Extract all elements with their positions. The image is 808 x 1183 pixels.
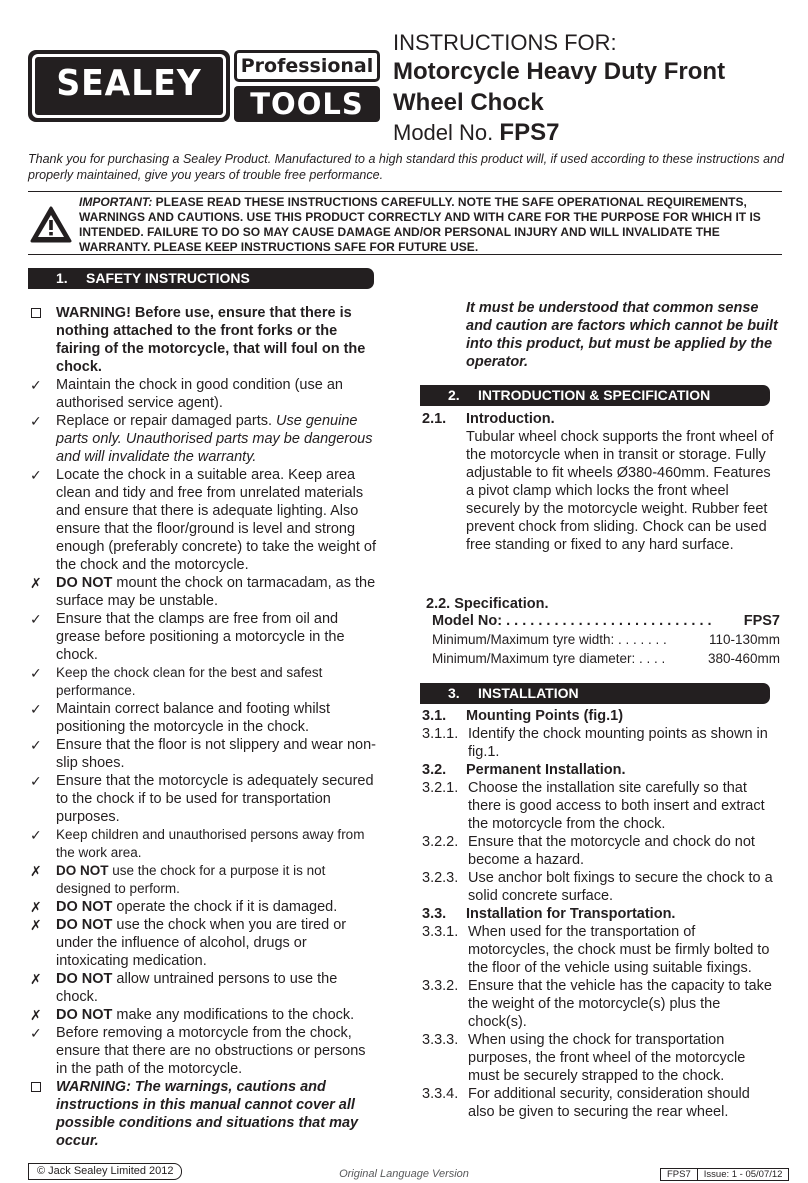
spec-width-value: 110-130mm [708, 632, 780, 647]
cross-icon: ✗ [30, 917, 42, 933]
document-reference [660, 1168, 789, 1181]
cross-icon: ✗ [30, 1007, 42, 1023]
installation-step: 3.2.1. Choose the installation site carefully so that there is good access to both insert and extract the motorcycle from the chock. [422, 780, 765, 832]
thank-you-text: Thank you for purchasing a Sealey Product. Manufactured to a high standard this product will, if used according to these instructions and properly maintained, give you years of trouble free performance. [28, 152, 784, 182]
tick-icon: ✓ [30, 737, 42, 753]
tick-icon: ✓ [30, 827, 42, 843]
section-number: 1. [56, 270, 68, 286]
tick-icon: ✓ [30, 377, 42, 393]
installation-step: 3.1.1. Identify the chock mounting points as shown in fig.1. [422, 726, 768, 760]
safety-item: ✗ DO NOT use the chock for a purpose it is not designed to perform. [30, 863, 326, 896]
section-title: INTRODUCTION & SPECIFICATION [478, 387, 711, 403]
checkbox-icon [31, 1082, 41, 1092]
checkbox-icon [31, 308, 41, 318]
installation-heading: 3.1. Mounting Points (fig.1) [422, 708, 624, 724]
cross-icon: ✗ [30, 899, 42, 915]
logo-tools-block [234, 86, 380, 122]
model-value: FPS7 [499, 119, 560, 146]
introduction-block [422, 410, 778, 554]
tick-icon: ✓ [30, 665, 42, 681]
logo-professional-text: Professional [240, 55, 374, 77]
section-title: INSTALLATION [478, 685, 579, 701]
tick-icon: ✓ [30, 773, 42, 789]
introduction-body: Tubular wheel chock supports the front wheel of the motorcycle when in transit or storage. Fully adjustable to fit wheels Ø380-460mm. Features a pivot clamp which locks the front wheel securely by the motorcycle weight. Rubber feet prevent chock from sliding. Chock can be used free standing or fixed to any hard surface. [466, 429, 774, 553]
safety-item: ✓ Locate the chock in a suitable area. Keep area clean and tidy and free from unrelated materials and ensure that there is adequate lighting. Also ensure that the floor/ground is level and strong enough (preferably concrete) to take the weight of the chock and the motorcycle. [30, 467, 376, 573]
section-title: SAFETY INSTRUCTIONS [86, 270, 250, 286]
installation-step: 3.2.3. Use anchor bolt fixings to secure the chock to a solid concrete surface. [422, 870, 773, 904]
installation-step: 3.3.4. For additional security, consideration should also be given to securing the rear wheel. [422, 1086, 750, 1120]
safety-item: ✓ Replace or repair damaged parts. Use genuine parts only. Unauthorised parts may be dangerous and will invalidate the warranty. [30, 413, 373, 465]
spec-width-row [432, 632, 780, 647]
installation-step: 3.3.2. Ensure that the vehicle has the capacity to take the weight of the motorcycle(s) plus the chock(s). [422, 978, 772, 1030]
section-header-introduction [420, 385, 770, 406]
installation-step: 3.3.3. When using the chock for transportation purposes, the front wheel of the motorcycle must be securely strapped to the chock. [422, 1032, 746, 1084]
spec-model-value: FPS7 [743, 613, 780, 629]
safety-item: ✗ DO NOT use the chock when you are tired or under the influence of alcohol, drugs or intoxicating medication. [30, 917, 347, 969]
cross-icon: ✗ [30, 971, 42, 987]
introduction-heading: 2.1. Introduction. [422, 411, 555, 427]
model-label: Model No. [393, 120, 494, 145]
spec-diameter-label: Minimum/Maximum tyre diameter: . . . . [432, 651, 666, 666]
logo-sealey-block [28, 50, 230, 122]
reference-code: FPS7 [667, 1169, 691, 1180]
installation-step: 3.2.2. Ensure that the motorcycle and chock do not become a hazard. [422, 834, 755, 868]
tick-icon: ✓ [30, 1025, 42, 1041]
safety-item: ✓ Keep children and unauthorised persons away from the work area. [30, 827, 365, 860]
safety-item: ✗ DO NOT allow untrained persons to use the chock. [30, 971, 338, 1005]
safety-item: ✗ DO NOT mount the chock on tarmacadam, as the surface may be unstable. [30, 575, 376, 609]
common-sense-note: It must be understood that common sense and caution are factors which cannot be built into this product, but must be applied by the operator. [466, 300, 778, 370]
tick-icon: ✓ [30, 413, 42, 429]
safety-item: ✗ DO NOT operate the chock if it is damaged. [30, 899, 338, 915]
section-header-installation [420, 683, 770, 704]
sealey-logo [28, 46, 380, 122]
important-body: PLEASE READ THESE INSTRUCTIONS CAREFULLY. NOTE THE SAFE OPERATIONAL REQUIREMENTS, WARNINGS AND CAUTIONS. USE THIS PRODUCT CORRECTLY AND WITH CARE FOR THE PURPOSE FOR WHICH IT IS INTENDED. FAILURE TO DO SO MAY CAUSE DAMAGE AND/OR PERSONAL INJURY AND WILL INVALIDATE THE WARRANTY. PLEASE KEEP INSTRUCTIONS SAFE FOR FUTURE USE. [79, 195, 761, 254]
safety-item: ✓ Keep the chock clean for the best and safest performance. [30, 665, 323, 698]
tick-icon: ✓ [30, 467, 42, 483]
logo-tools-text: TOOLS [250, 87, 364, 121]
original-language-note: Original Language Version [339, 1168, 469, 1180]
cross-icon: ✗ [30, 575, 42, 591]
spec-width-label: Minimum/Maximum tyre width: . . . . . . . [432, 632, 667, 647]
safety-list [28, 304, 380, 1150]
safety-item: ✓ Before removing a motorcycle from the chock, ensure that there are no obstructions or persons in the path of the motorcycle. [30, 1025, 366, 1077]
safety-item: ✓ Ensure that the motorcycle is adequately secured to the chock if to be used for transportation purposes. [30, 773, 374, 825]
safety-item: ✓ Ensure that the clamps are free from oil and grease before positioning a motorcycle in the chock. [30, 611, 345, 663]
issue-date: Issue: 1 - 05/07/12 [697, 1169, 789, 1180]
installation-block [422, 707, 780, 1121]
cross-icon: ✗ [30, 863, 42, 879]
logo-sealey-text: SEALEY [56, 63, 202, 104]
specification-heading: 2.2. Specification. [426, 596, 549, 612]
spec-diameter-row [432, 651, 780, 666]
spec-diameter-value: 380-460mm [707, 651, 780, 666]
spec-model-label: Model No: . . . . . . . . . . . . . . . . . . . . . . . . . . [432, 613, 712, 629]
tick-icon: ✓ [30, 701, 42, 717]
safety-item: WARNING: The warnings, cautions and instructions in this manual cannot cover all possible conditions and situations that may occur. [28, 1078, 380, 1150]
installation-heading: 3.2. Permanent Installation. [422, 762, 626, 778]
warning-triangle-icon [30, 206, 72, 244]
instructions-prefix: INSTRUCTIONS FOR: [393, 30, 617, 55]
installation-heading: 3.3. Installation for Transportation. [422, 906, 676, 922]
safety-item: ✓ Ensure that the floor is not slippery and wear non-slip shoes. [30, 737, 376, 771]
safety-item: ✓ Maintain the chock in good condition (use an authorised service agent). [30, 377, 343, 411]
model-number [393, 119, 559, 147]
spec-model-row [432, 613, 780, 629]
safety-item: ✓ Maintain correct balance and footing whilst positioning the motorcycle in the chock. [30, 701, 331, 735]
product-title-line1: Motorcycle Heavy Duty Front [393, 58, 726, 85]
safety-item: WARNING! Before use, ensure that there is nothing attached to the front forks or the fairing of the motorcycle, that will foul on the chock. [28, 304, 380, 376]
safety-item: ✗ DO NOT make any modifications to the chock. [30, 1007, 355, 1023]
section-number: 2. [448, 387, 460, 403]
product-title-line2: Wheel Chock [393, 89, 544, 116]
important-label: IMPORTANT: [79, 195, 153, 209]
important-notice [28, 191, 782, 255]
section-number: 3. [448, 685, 460, 701]
important-text [79, 195, 779, 255]
copyright: © Jack Sealey Limited 2012 [28, 1163, 182, 1180]
tick-icon: ✓ [30, 611, 42, 627]
section-header-safety [28, 268, 374, 289]
logo-professional-block [234, 50, 380, 82]
installation-step: 3.3.1. When used for the transportation of motorcycles, the chock must be firmly bolted to the floor of the vehicle using suitable fixings. [422, 924, 770, 976]
